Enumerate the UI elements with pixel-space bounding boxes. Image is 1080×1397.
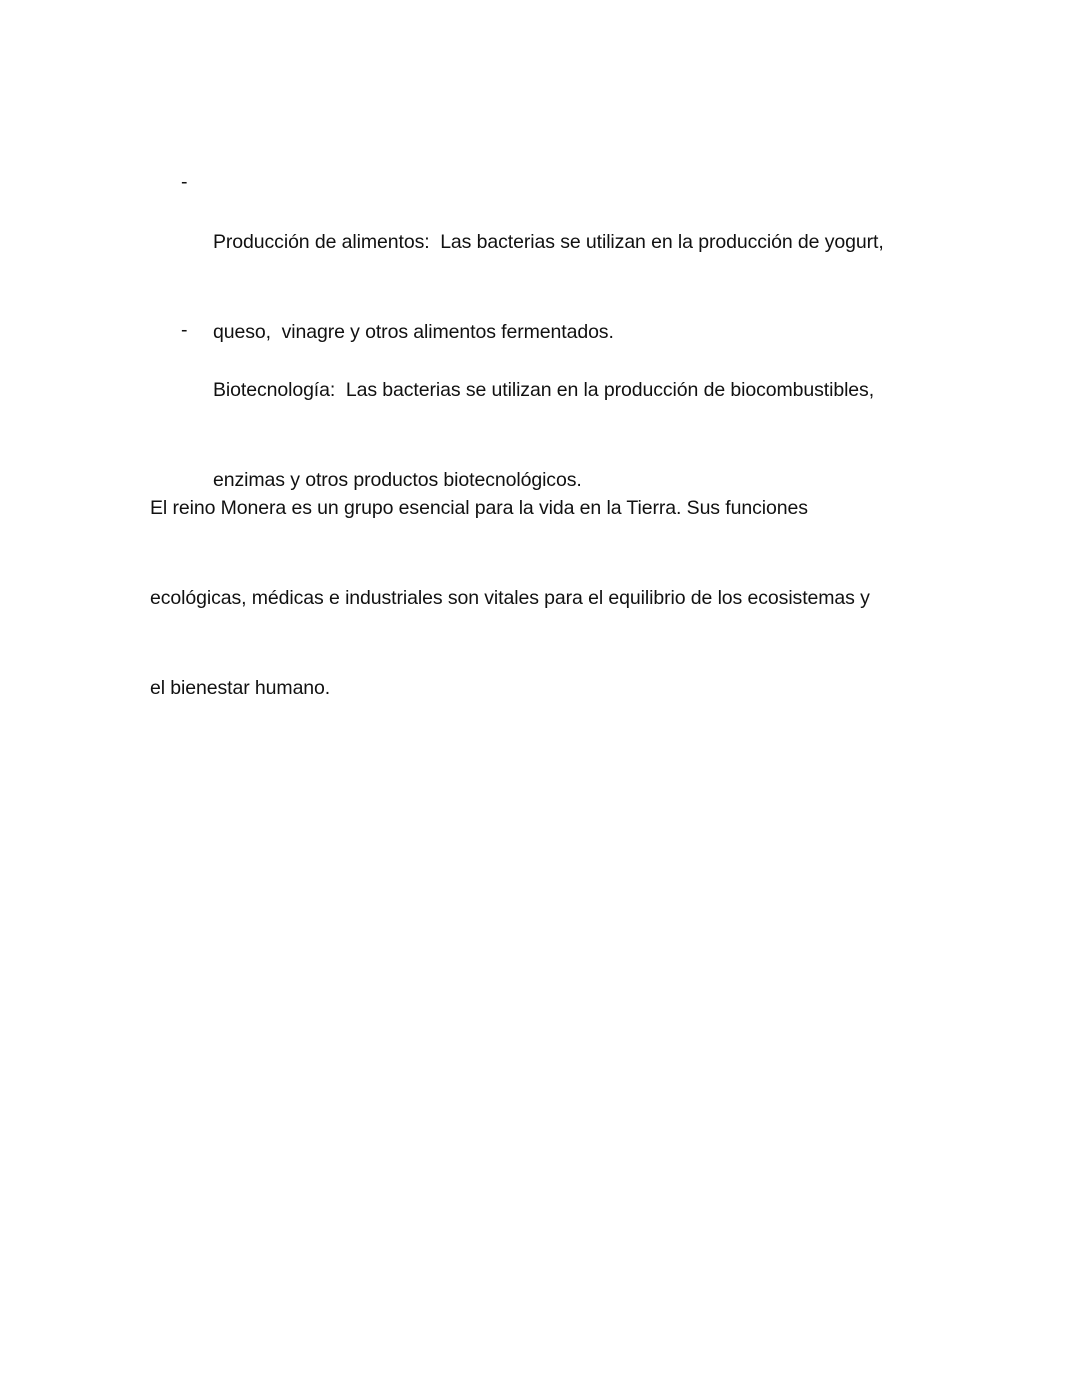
paragraph-line: ecológicas, médicas e industriales son vitales para el equilibrio de los ecosistemas y	[150, 587, 870, 609]
bullet-dash-marker: -	[181, 171, 188, 193]
bullet-dash-marker: -	[181, 319, 188, 341]
paragraph-line: El reino Monera es un grupo esencial para la vida en la Tierra. Sus funciones	[150, 497, 808, 519]
bullet-line: Producción de alimentos: Las bacterias se utilizan en la producción de yogurt,	[213, 231, 884, 253]
bullet-line: queso, vinagre y otros alimentos fermentados.	[213, 321, 614, 343]
bullet-line: enzimas y otros productos biotecnológicos.	[213, 469, 582, 491]
paragraph-line: el bienestar humano.	[150, 677, 331, 699]
conclusion-paragraph	[150, 433, 940, 763]
bullet-line: Biotecnología: Las bacterias se utilizan en la producción de biocombustibles,	[213, 379, 875, 401]
